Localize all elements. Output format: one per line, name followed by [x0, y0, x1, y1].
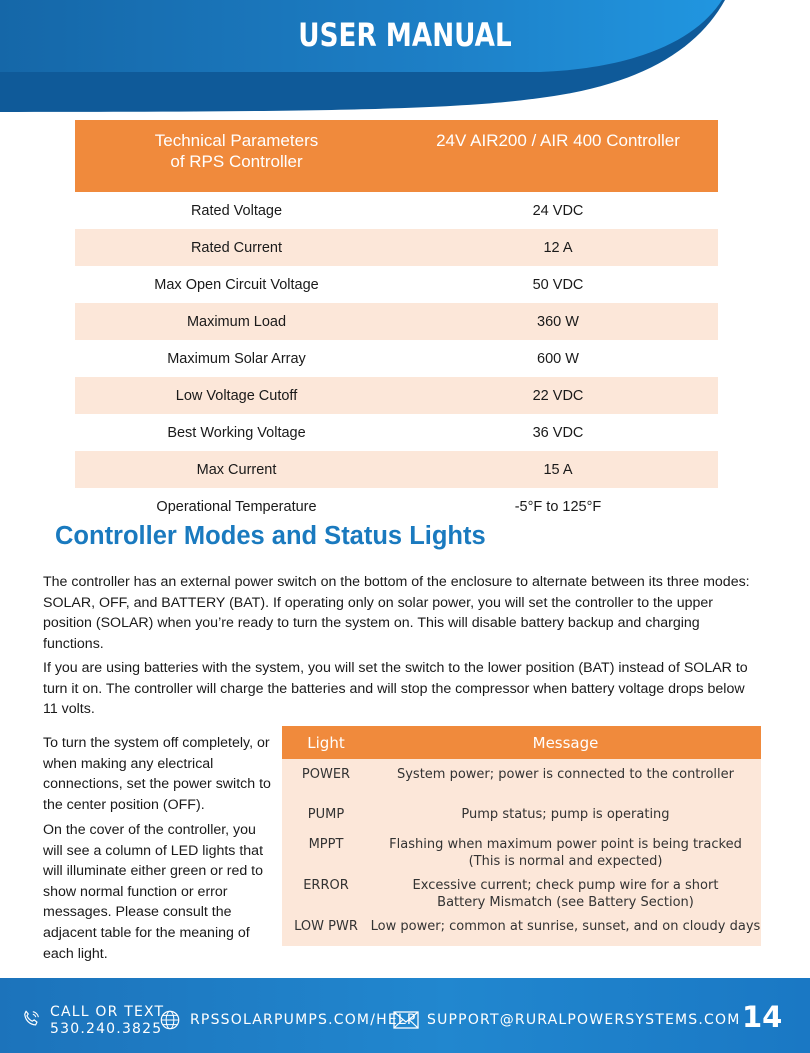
light-name: ERROR: [282, 872, 370, 913]
light-message: [370, 872, 761, 913]
footer-call: [50, 1004, 164, 1038]
status-lights-table: [282, 726, 761, 946]
param-name: Maximum Load: [75, 303, 398, 340]
param-name: Operational Temperature: [156, 498, 317, 515]
column-header-light: Light: [282, 726, 370, 759]
table-row: [75, 488, 718, 525]
param-name: Rated Voltage: [190, 202, 283, 219]
table-row: [282, 913, 761, 946]
table-row: [282, 831, 761, 872]
side-paragraph-leds: On the cover of the controller, you will see a column of LED lights that will illuminate either green or red to show normal function or error messages. Please consult the adjacent table for the meaning of each light.: [43, 822, 264, 962]
footer-website-link[interactable]: RPSSOLARPUMPS.COM/HELP: [190, 1012, 417, 1028]
message-line: Low power; common at sunrise, sunset, and on cloudy days: [370, 919, 761, 934]
column-header-parameters: [75, 120, 398, 192]
param-value: 24 VDC: [532, 202, 584, 219]
section-heading: Controller Modes and Status Lights: [55, 522, 486, 550]
table-row: [75, 414, 718, 451]
globe-icon: [159, 1009, 181, 1031]
table-row: [75, 266, 718, 303]
message-line: Flashing when maximum power point is being tracked: [389, 837, 742, 852]
param-value: -5°F to 125°F: [514, 498, 602, 515]
side-paragraph-off: To turn the system off completely, or when making any electrical connections, set the power switch to the center position (OFF).: [43, 735, 271, 813]
technical-parameters-table: [75, 120, 718, 525]
table-header-row: [282, 726, 761, 759]
message-line: (This is normal and expected): [468, 854, 663, 869]
page-title: USER MANUAL: [298, 16, 512, 54]
param-name: Max Open Circuit Voltage: [154, 276, 319, 293]
footer-email-link[interactable]: SUPPORT@RURALPOWERSYSTEMS.COM: [427, 1012, 741, 1028]
param-name: Max Current: [75, 451, 398, 488]
table-header-row: [75, 120, 718, 192]
body-paragraph-modes: The controller has an external power switch on the bottom of the enclosure to alternate between its three modes: SOLAR, OFF, and BATTERY (BAT). If operating only on solar power, you will set the controller to the upper position (SOLAR) when you’re ready to turn the system on. This will disable battery backup and charging functions.: [43, 574, 750, 652]
table-row: [75, 229, 718, 266]
message-line: Battery Mismatch (see Battery Section): [437, 895, 694, 910]
column-header-controller: 24V AIR200 / AIR 400 Controller: [398, 120, 718, 192]
table-row: [75, 451, 718, 488]
column-header-line: Technical Parameters: [154, 131, 319, 150]
param-value: 12 A: [398, 229, 718, 266]
param-value: 15 A: [398, 451, 718, 488]
light-name: LOW PWR: [282, 913, 370, 946]
light-name: POWER: [282, 759, 370, 799]
column-header-line: of RPS Controller: [170, 152, 303, 171]
param-name: Best Working Voltage: [167, 424, 306, 441]
phone-icon: [20, 1008, 42, 1030]
body-paragraph-batteries: If you are using batteries with the system, you will set the switch to the lower position (BAT) instead of SOLAR to turn it on. The controller will charge the batteries and will stop the compressor when battery voltage drops below 11 volts.: [43, 660, 748, 718]
param-value: 360 W: [398, 303, 718, 340]
phone-number[interactable]: 530.240.3825: [50, 1021, 163, 1037]
param-value: 36 VDC: [532, 424, 584, 441]
table-row: [282, 872, 761, 913]
table-row: [75, 340, 718, 377]
message-line: System power; power is connected to the controller: [396, 767, 734, 782]
call-label: CALL OR TEXT: [50, 1004, 165, 1020]
table-row: [282, 759, 761, 799]
param-name: Maximum Solar Array: [167, 350, 306, 367]
header-banner: [0, 0, 810, 112]
footer-bar: [0, 978, 810, 1053]
table-row: [75, 192, 718, 229]
page-number: 14: [742, 1000, 783, 1034]
param-value: 50 VDC: [532, 276, 584, 293]
table-row: [75, 377, 718, 414]
light-message: [370, 799, 761, 831]
table-row: [282, 799, 761, 831]
column-header-message: Message: [370, 726, 761, 759]
light-message: [370, 913, 761, 946]
param-value: 600 W: [537, 350, 579, 367]
param-name: Rated Current: [75, 229, 398, 266]
light-message: [370, 831, 761, 872]
light-name: PUMP: [282, 799, 370, 831]
param-name: Low Voltage Cutoff: [75, 377, 398, 414]
light-name: MPPT: [282, 831, 370, 872]
message-line: Pump status; pump is operating: [461, 807, 670, 822]
message-line: Excessive current; check pump wire for a short: [412, 878, 719, 893]
param-value: 22 VDC: [398, 377, 718, 414]
table-row: [75, 303, 718, 340]
envelope-icon: [393, 1009, 419, 1031]
light-message: [370, 759, 761, 799]
